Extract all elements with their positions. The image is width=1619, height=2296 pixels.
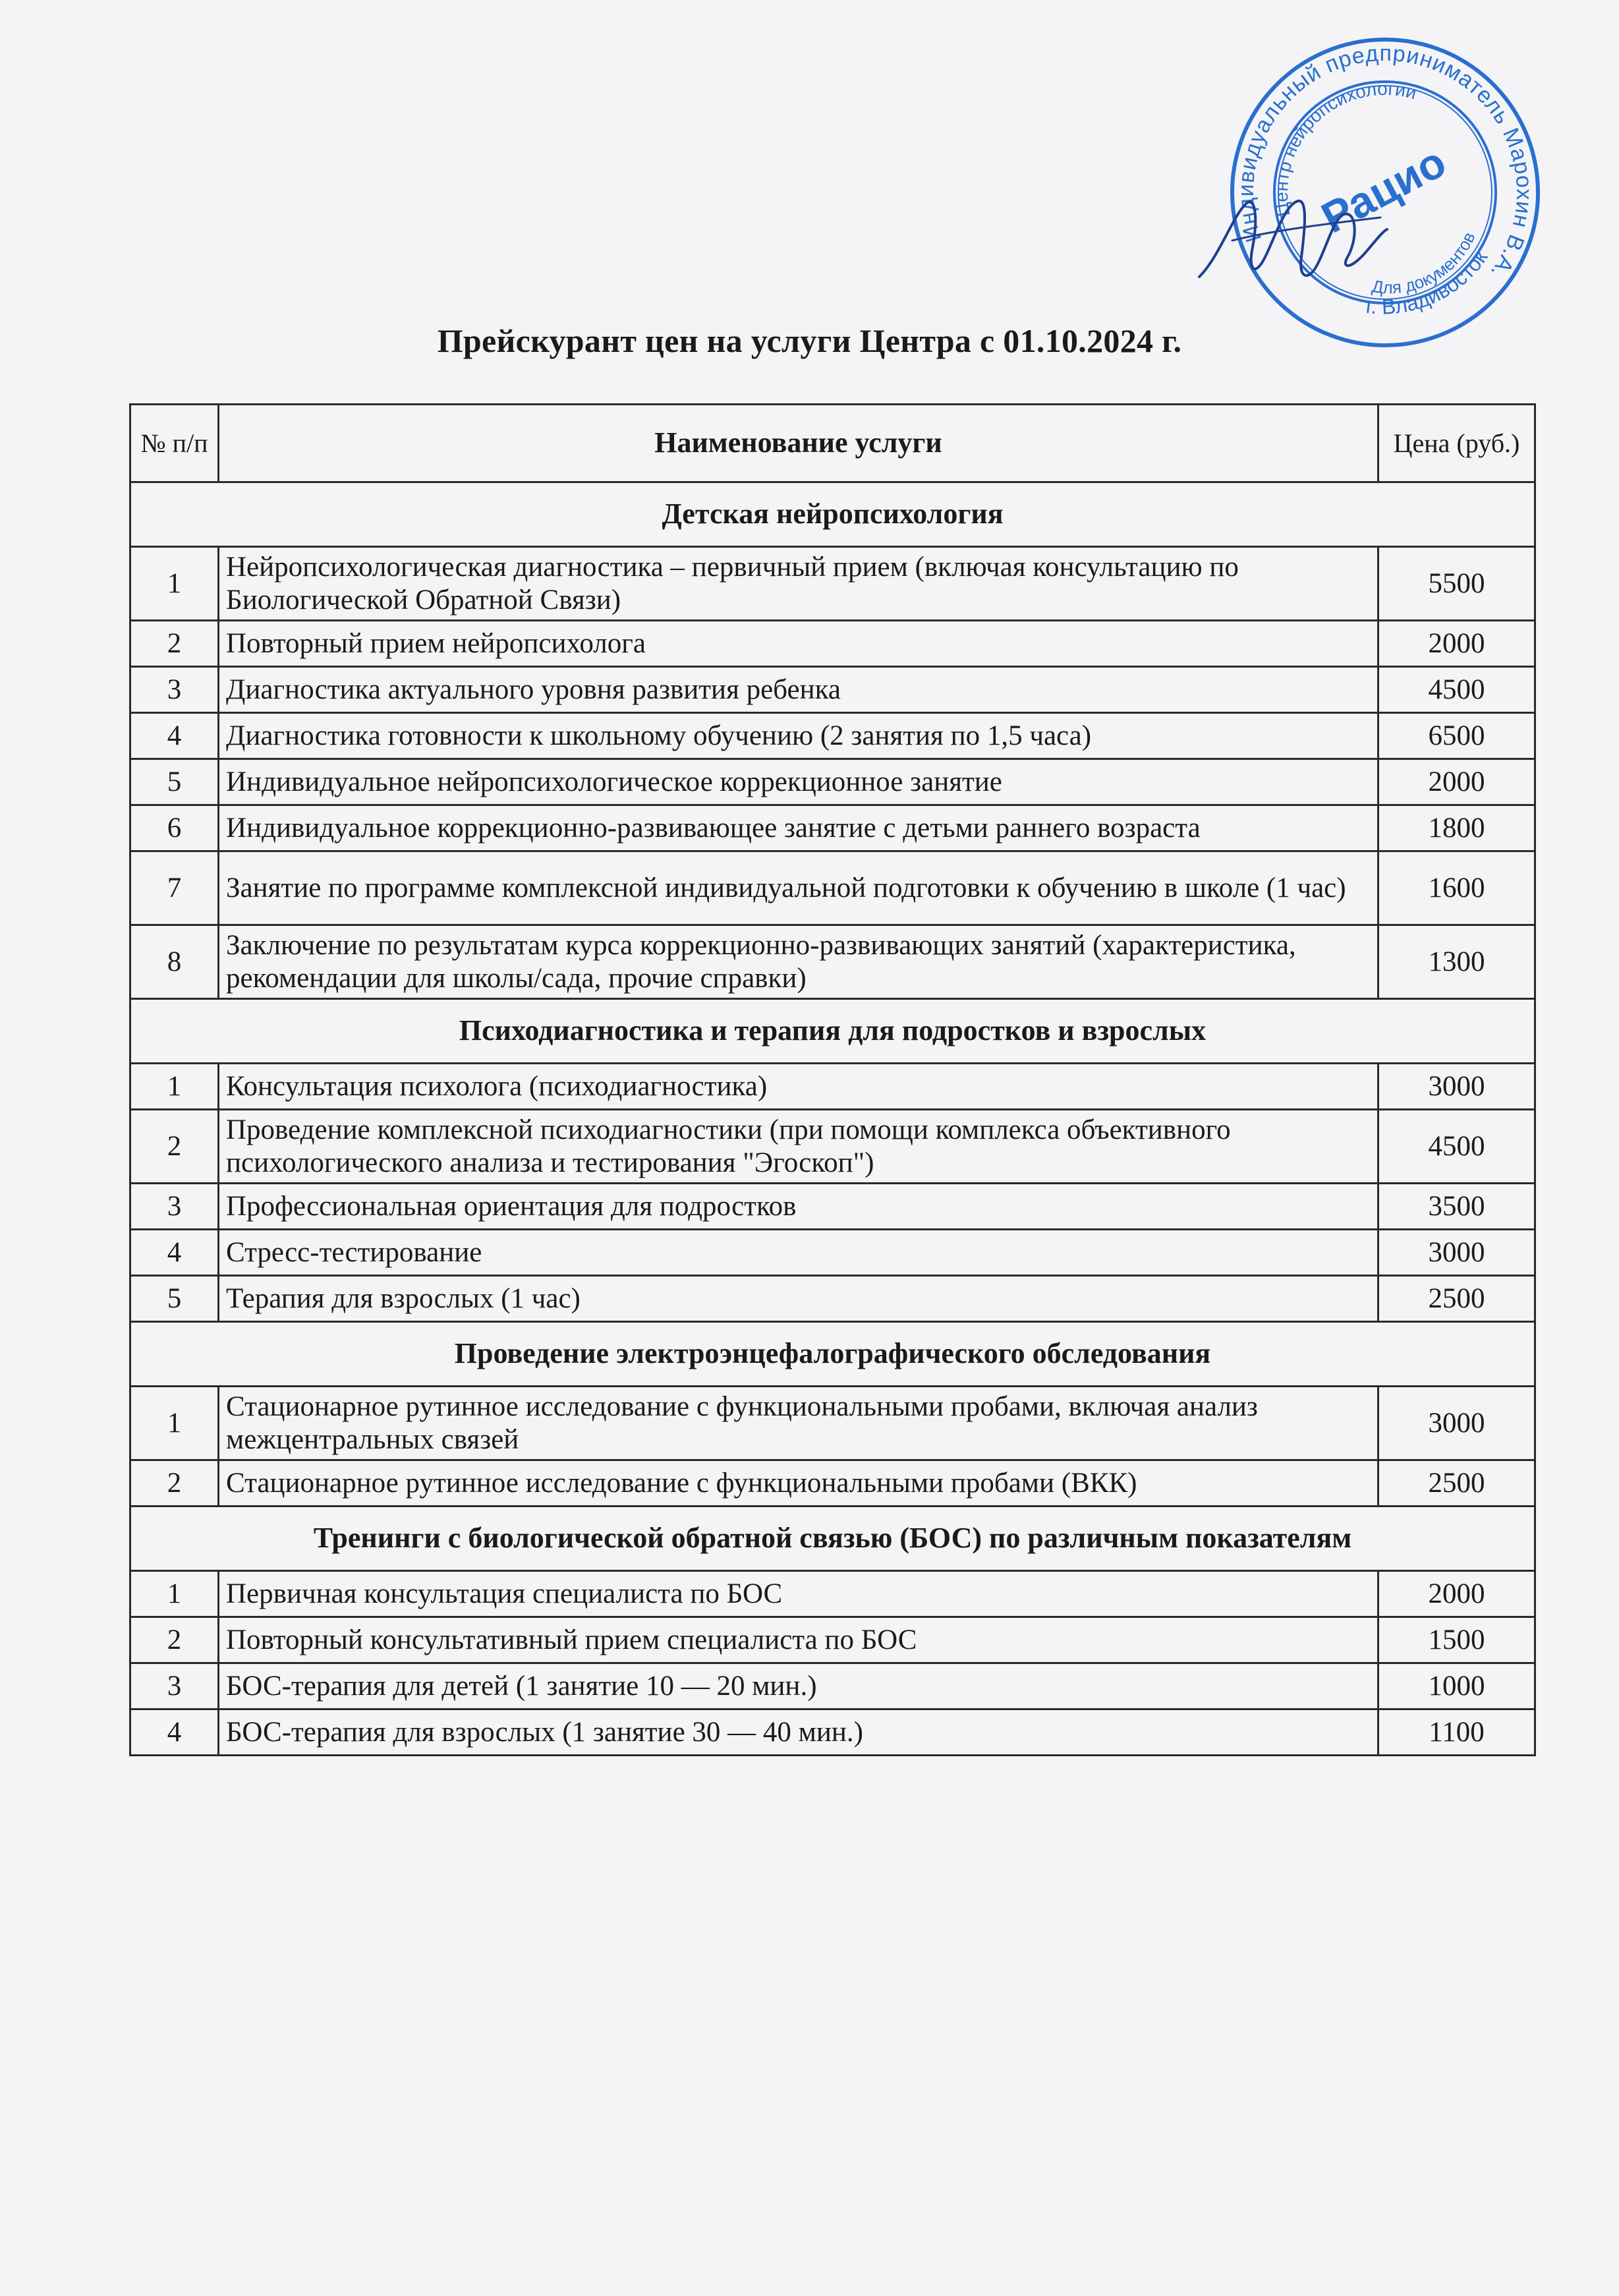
service-name: БОС-терапия для детей (1 занятие 10 — 20 мин.): [219, 1663, 1378, 1709]
service-number: 1: [130, 1387, 219, 1460]
table-row: [130, 1387, 1535, 1460]
section-header-row: [130, 1322, 1535, 1387]
service-price: 6500: [1378, 713, 1535, 759]
service-number: 4: [130, 1709, 219, 1756]
service-price: 4500: [1378, 1110, 1535, 1184]
service-number: 3: [130, 667, 219, 713]
service-number: 5: [130, 759, 219, 805]
service-number: 2: [130, 1110, 219, 1184]
service-price: 3000: [1378, 1387, 1535, 1460]
section-header-row: [130, 999, 1535, 1064]
table-row: [130, 621, 1535, 667]
svg-text:Для документов: Для документов: [1371, 229, 1479, 298]
service-price: 1500: [1378, 1617, 1535, 1663]
service-price: 4500: [1378, 667, 1535, 713]
price-table: [129, 403, 1536, 1756]
service-number: 3: [130, 1184, 219, 1230]
table-row: [130, 1230, 1535, 1276]
service-price: 2000: [1378, 759, 1535, 805]
section-title: Тренинги с биологической обратной связью (БОС) по различным показателям: [130, 1507, 1535, 1571]
service-number: 2: [130, 621, 219, 667]
svg-text:Центр нейропсихологии: Центр нейропсихологии: [1270, 78, 1419, 219]
table-row: [130, 1460, 1535, 1507]
header-price: Цена (руб.): [1378, 405, 1535, 482]
service-price: 3500: [1378, 1184, 1535, 1230]
service-price: 1800: [1378, 805, 1535, 851]
page-title: Прейскурант цен на услуги Центра с 01.10.2024 г.: [437, 322, 1182, 359]
service-number: 1: [130, 547, 219, 621]
service-price: 3000: [1378, 1230, 1535, 1276]
table-body: [130, 482, 1535, 1756]
table-row: [130, 1617, 1535, 1663]
table-row: [130, 1663, 1535, 1709]
header-name: Наименование услуги: [219, 405, 1378, 482]
table-row: [130, 1276, 1535, 1322]
service-name: Терапия для взрослых (1 час): [219, 1276, 1378, 1322]
service-name: Индивидуальное коррекционно-развивающее занятие с детьми раннего возраста: [219, 805, 1378, 851]
service-name: Индивидуальное нейропсихологическое коррекционное занятие: [219, 759, 1378, 805]
svg-text:Рацио: Рацио: [1313, 136, 1454, 243]
service-name: Диагностика актуального уровня развития ребенка: [219, 667, 1378, 713]
table-row: [130, 851, 1535, 925]
service-name: Повторный прием нейропсихолога: [219, 621, 1378, 667]
service-number: 2: [130, 1617, 219, 1663]
service-price: 1600: [1378, 851, 1535, 925]
service-price: 3000: [1378, 1064, 1535, 1110]
service-name: Заключение по результатам курса коррекционно-развивающих занятий (характеристика, рекомендации для школы/сада, прочие справки): [219, 925, 1378, 999]
table-row: [130, 547, 1535, 621]
table-row: [130, 1571, 1535, 1617]
service-number: 8: [130, 925, 219, 999]
section-title: Проведение электроэнцефалографического обследования: [130, 1322, 1535, 1387]
table-row: [130, 1184, 1535, 1230]
service-name: Консультация психолога (психодиагностика): [219, 1064, 1378, 1110]
svg-text:г. Владивосток: г. Владивосток: [1365, 245, 1492, 319]
service-name: Первичная консультация специалиста по БОС: [219, 1571, 1378, 1617]
service-name: Нейропсихологическая диагностика – первичный прием (включая консультацию по Биологической Обратной Связи): [219, 547, 1378, 621]
table-row: [130, 1709, 1535, 1756]
service-name: Стационарное рутинное исследование с функциональными пробами, включая анализ межцентральных связей: [219, 1387, 1378, 1460]
service-number: 2: [130, 1460, 219, 1507]
service-number: 6: [130, 805, 219, 851]
section-header-row: [130, 1507, 1535, 1571]
table-row: [130, 805, 1535, 851]
table-row: [130, 1110, 1535, 1184]
service-number: 4: [130, 1230, 219, 1276]
service-number: 4: [130, 713, 219, 759]
service-number: 1: [130, 1064, 219, 1110]
service-name: Стационарное рутинное исследование с функциональными пробами (ВКК): [219, 1460, 1378, 1507]
service-price: 2500: [1378, 1460, 1535, 1507]
service-number: 3: [130, 1663, 219, 1709]
signature: [1193, 178, 1390, 303]
service-name: Проведение комплексной психодиагностики (при помощи комплекса объективного психологического анализа и тестирования "Эгоскоп"): [219, 1110, 1378, 1184]
service-price: 5500: [1378, 547, 1535, 621]
svg-text:Индивидуальный предприниматель: Индивидуальный предприниматель Марохин В.А.: [1233, 40, 1537, 285]
service-price: 2000: [1378, 621, 1535, 667]
service-price: 2000: [1378, 1571, 1535, 1617]
table-header-row: [130, 405, 1535, 482]
service-price: 1300: [1378, 925, 1535, 999]
table-row: [130, 667, 1535, 713]
service-price: 1000: [1378, 1663, 1535, 1709]
section-title: Детская нейропсихология: [130, 482, 1535, 547]
table-row: [130, 713, 1535, 759]
service-name: БОС-терапия для взрослых (1 занятие 30 — 40 мин.): [219, 1709, 1378, 1756]
table-row: [130, 1064, 1535, 1110]
section-title: Психодиагностика и терапия для подростков и взрослых: [130, 999, 1535, 1064]
service-name: Повторный консультативный прием специалиста по БОС: [219, 1617, 1378, 1663]
service-price: 1100: [1378, 1709, 1535, 1756]
service-number: 1: [130, 1571, 219, 1617]
service-name: Занятие по программе комплексной индивидуальной подготовки к обучению в школе (1 час): [219, 851, 1378, 925]
header-num: № п/п: [130, 405, 219, 482]
service-name: Стресс-тестирование: [219, 1230, 1378, 1276]
service-price: 2500: [1378, 1276, 1535, 1322]
table-row: [130, 759, 1535, 805]
service-number: 5: [130, 1276, 219, 1322]
table-row: [130, 925, 1535, 999]
service-name: Профессиональная ориентация для подростков: [219, 1184, 1378, 1230]
service-number: 7: [130, 851, 219, 925]
service-name: Диагностика готовности к школьному обучению (2 занятия по 1,5 часа): [219, 713, 1378, 759]
section-header-row: [130, 482, 1535, 547]
